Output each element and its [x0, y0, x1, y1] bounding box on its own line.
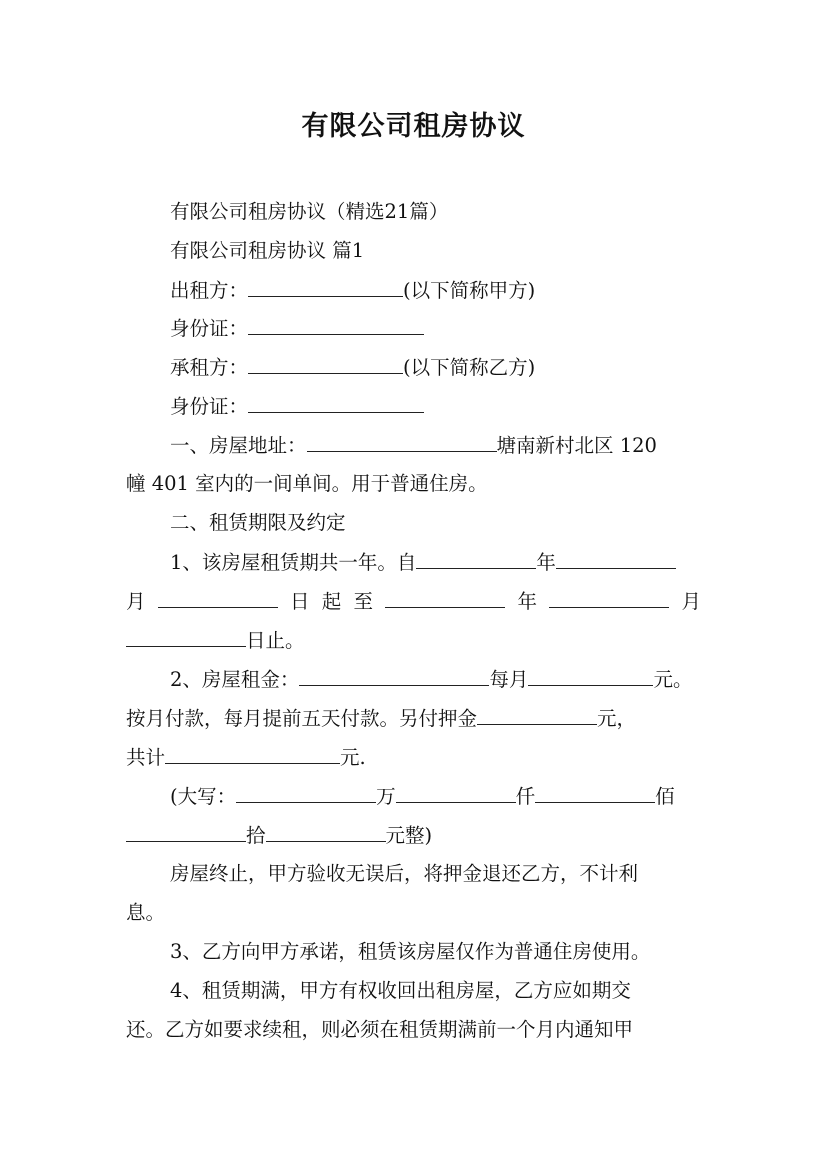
paragraph-line: 还。乙方如要求续租，则必须在租赁期满前一个月内通知甲	[126, 1018, 634, 1041]
rent-line: 2、房屋租金： 每月 元。	[170, 668, 693, 691]
lessee-id-blank[interactable]	[248, 396, 424, 413]
lessor-id-blank[interactable]	[248, 318, 424, 335]
start-month-blank[interactable]	[556, 552, 676, 569]
lessor-id-line: 身份证：	[170, 318, 424, 339]
rent-blank[interactable]	[299, 669, 489, 686]
lessor-blank[interactable]	[248, 280, 403, 297]
total-line: 共计 元.	[126, 746, 366, 769]
end-month-blank[interactable]	[549, 591, 669, 608]
paragraph-line: 息。	[126, 901, 166, 924]
address-blank[interactable]	[307, 435, 497, 452]
start-year-blank[interactable]	[416, 552, 536, 569]
bai-blank[interactable]	[535, 786, 655, 803]
monthly-rent-blank[interactable]	[528, 669, 653, 686]
end-year-blank[interactable]	[385, 591, 505, 608]
paragraph-line: 3、乙方向甲方承诺，租赁该房屋仅作为普通住房使用。	[170, 940, 651, 963]
lessee-line: 承租方： (以下简称乙方)	[170, 356, 536, 379]
document-title: 有限公司租房协议	[301, 111, 526, 142]
address-line: 一、房屋地址： 塘南新村北区 120	[170, 434, 657, 457]
amount-words-line: (大写： 万 仟 佰	[170, 785, 675, 808]
section-two-heading: 二、租赁期限及约定	[170, 511, 346, 534]
term-end-line: 日止。	[126, 630, 305, 651]
paragraph-line: 房屋终止，甲方验收无误后，将押金退还乙方，不计利	[170, 862, 639, 885]
lessee-blank[interactable]	[248, 357, 403, 374]
term-line: 1、该房屋租赁期共一年。自 年	[170, 552, 676, 573]
start-day-blank[interactable]	[158, 591, 278, 608]
term-dates-line: 月 日 起 至 年 月	[126, 590, 701, 613]
payment-line: 按月付款，每月提前五天付款。另付押金 元，	[126, 707, 637, 730]
deposit-blank[interactable]	[477, 708, 597, 725]
lessor-line: 出租方： (以下简称甲方)	[170, 279, 536, 302]
amount-words-continuation: 拾 元整)	[126, 825, 432, 846]
subtitle-line: 有限公司租房协议（精选21篇）	[170, 200, 449, 223]
address-continuation: 幢 401 室内的一间单间。用于普通住房。	[126, 472, 488, 495]
lessee-id-line: 身份证：	[170, 396, 424, 417]
qian-blank[interactable]	[396, 786, 516, 803]
paragraph-line: 4、租赁期满，甲方有权收回出租房屋，乙方应如期交	[170, 979, 631, 1002]
bai-value-blank[interactable]	[126, 825, 246, 842]
shi-blank[interactable]	[266, 825, 386, 842]
section-heading: 有限公司租房协议 篇1	[170, 239, 365, 262]
end-day-blank[interactable]	[126, 630, 246, 647]
total-blank[interactable]	[165, 747, 340, 764]
wan-blank[interactable]	[236, 786, 376, 803]
